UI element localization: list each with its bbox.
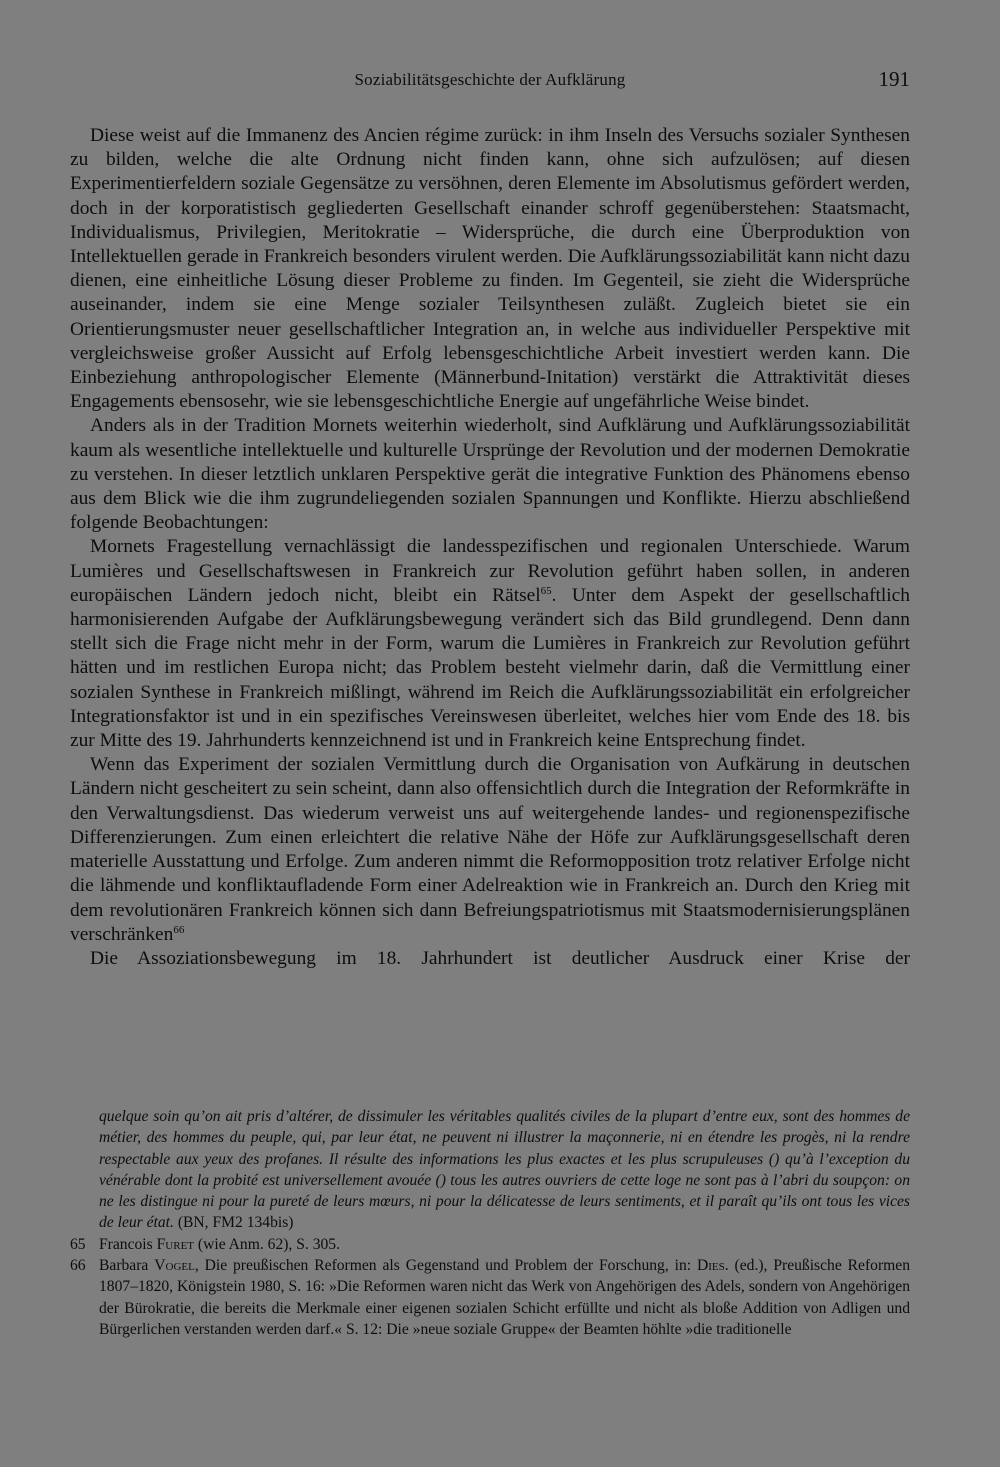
footnote-text: , Die preußischen Reformen als Gegenstand und Problem der Forschung, in: <box>194 1257 697 1275</box>
paragraph: Die Assoziationsbewegung im 18. Jahrhundert ist deutlicher Ausdruck einer Krise der <box>90 947 910 969</box>
footnote-text: Barbara <box>99 1257 155 1275</box>
quoted-text: quelque soin qu’on ait pris d’altérer, de dissimuler les véritables qualités civiles de la plupart d’entre eux, sont des hommes de métier, des hommes du peuple, qui, par leur état, ne peuvent ni illustrer la maçonnerie, ni en étendre les progès, ni la rendre respectable aux yeux des profanes. Il résulte des informations les plus exactes et les plus scrupuleuses () qu’à l’exception du vénérable dont la probité est universellement avouée () tous les autres ouvriers de cette loge ne sont pas à l’abri du soupçon: on ne les distingue ni pour la pureté de leurs mœurs, ni pour la délicatesse de leurs sentiments, et il paraît qu’ils ont tous les vices de leur état. <box>99 1108 910 1232</box>
paragraph-text: Mornets Fragestellung vernachlässigt die landesspezifischen und regionalen Unterschiede. Warum Lumières und Gesellschaftswesen in Frankreich zur Revolution geführt haben sollen, in anderen europäischen Ländern jedoch nicht, bleibt ein Rätsel <box>70 536 910 606</box>
footnote-reference[interactable]: 65 <box>540 584 552 597</box>
paragraph-text: Wenn das Experiment der sozialen Vermittlung durch die Organisation von Aufkärung in deutschen Ländern nicht gescheitert zu sein scheint, dann also offensichtlich durch die Integration der Reformkräfte in den Verwaltungsdienst. Das wiederum verweist uns auf weitergehende landes- und regionenspezifische Differenzierungen. Zum einen erleichtert die relative Nähe der Höfe zur Aufklärungsgesellschaft deren materielle Ausstattung und Erfolge. Zum anderen nimmt die Reformopposition trotz relativer Erfolge nicht die lähmende und konfliktaufladende Form einer Adelreaktion wie in Frankreich an. Durch den Krieg mit dem revolutionären Frankreich können sich dann Befreiungspatriotismus mit Staatsmodernisierungsplänen verschränken <box>70 754 910 945</box>
editor-abbreviation: Dies. <box>696 1257 729 1275</box>
paragraph-text: . Unter dem Aspekt der gesellschaftlich harmonisierenden Aufgabe der Aufklärungsbewegung verändert sich das Bild grundlegend. Denn dann stellt sich die Frage nicht mehr in der Form, warum die Lumières in Frankreich zur Revolution geführt hätten und im restlichen Europa nicht; das Problem besteht vielmehr darin, daß die Vermittlung einer sozialen Synthese in Frankreich mißlingt, während im Reich die Aufklärungssoziabilität ein erfolgreicher Integrationsfaktor ist und in ein spezifisches Vereinswesen überleitet, welches hier vom Ende des 18. bis zur Mitte des 19. Jahrhunderts kennzeichnend ist und in Frankreich keine Entsprechung findet. <box>70 584 910 752</box>
page-number: 191 <box>878 67 910 91</box>
footnotes <box>70 1106 910 1340</box>
paragraph <box>70 414 910 535</box>
quote-source: (BN, FM2 134bis) <box>173 1214 294 1232</box>
footnote-number: 65 <box>70 1235 86 1253</box>
footnote-continuation <box>99 1106 910 1234</box>
paragraph <box>70 535 910 753</box>
author-name: Vogel <box>154 1257 195 1275</box>
footnote-reference[interactable]: 66 <box>173 923 185 936</box>
page-header <box>70 67 910 100</box>
footnote-text: Francois <box>99 1235 157 1253</box>
paragraph: Diese weist auf die Immanenz des Ancien régime zurück: in ihm Inseln des Versuchs sozialer Synthesen zu bilden, welche die alte Ordnung nicht finden kann, ohne sich aufzulösen; auf diesen Experimentierfeldern soziale Gegensätze zu versöhnen, deren Elemente im Absolutismus gefördert werden, doch in der korporatistisch gegliederten Gesellschaft einander schroff gegenüberstehen: Staatsmacht, Individualismus, Privilegien, Meritokratie – Widersprüche, die durch eine Überproduktion von Intellektuellen gerade in Frankreich besonders virulent werden. Die Aufklärungssoziabilität kann nicht dazu dienen, eine einheitliche Lösung dieser Probleme zu finden. Im Gegenteil, sie zieht die Widersprüche auseinander, indem sie eine Menge sozialer Teilsynthesen zuläßt. Zugleich bietet sie ein Orientierungsmuster neuer gesellschaftlicher Integration an, in welche aus individueller Perspektive mit vergleichsweise großer Aussicht auf Erfolg lebensgeschichtliche Arbeit investiert werden kann. Die Einbeziehung anthropologischer Elemente (Männerbund-Initation) verstärkt die Attraktivität dieses Engagements ebensosehr, wie sie lebensgeschichtliche Energie auf ungefährliche Weise bindet. <box>70 125 910 413</box>
footnote-65 <box>70 1234 910 1255</box>
main-text <box>70 124 910 971</box>
footnote-text: (ed.), Preußische Reformen 1807–1820, Königstein 1980, S. 16: »Die Reformen waren nicht das Werk von Angehörigen des Adels, sondern von Angehörigen der Bürokratie, die bereits die Merkmale einer eigenen sozialen Schicht erfüllte und nicht als bloße Addition von Adligen und Bürgerlichen verstanden werden darf.« S. 12: Die »neue soziale Gruppe« der Beamten höhlte »die traditionelle <box>99 1257 910 1338</box>
author-name: Furet <box>156 1235 195 1253</box>
paragraph <box>70 753 910 947</box>
footnote-text: (wie Anm. 62), S. 305. <box>194 1235 340 1253</box>
footnote-number: 66 <box>70 1257 86 1275</box>
running-title: Soziabilitätsgeschichte der Aufklärung <box>354 70 626 89</box>
footnote-66 <box>70 1255 910 1340</box>
paragraph-text: Anders als in der Tradition Mornets weiterhin wiederholt, sind Aufklärung und Aufklärungssoziabilität kaum als wesentliche intellektuelle und kulturelle Ursprünge der Revolution und der modernen Demokratie zu verstehen. In dieser letztlich unklaren Perspektive gerät die integrative Funktion des Phänomens ebenso aus dem Blick wie die ihm zugrundeliegenden sozialen Spannungen und Konflikte. Hierzu abschließend folgende Beobachtungen: <box>70 415 910 534</box>
